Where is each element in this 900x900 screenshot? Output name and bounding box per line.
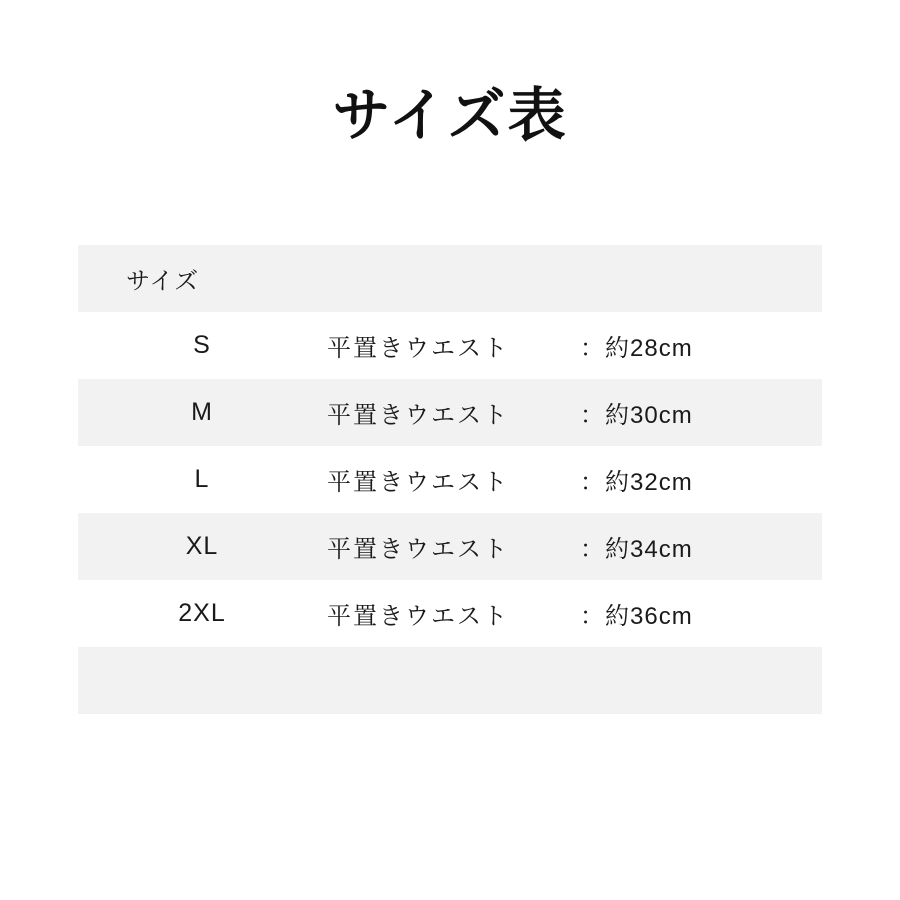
cell-measure-label: 平置きウエスト	[327, 536, 509, 563]
spacer-cell	[78, 647, 326, 714]
table-row	[78, 513, 822, 580]
cell-measure-value: ：約28cm	[580, 335, 693, 362]
page-title: サイズ表	[332, 83, 568, 148]
table-footer-spacer	[78, 647, 822, 714]
spacer-cell	[326, 647, 574, 714]
table-header-row	[78, 245, 822, 312]
table-header-label: サイズ	[126, 268, 200, 295]
table-row	[78, 580, 822, 647]
table-row	[78, 446, 822, 513]
cell-size: M	[191, 398, 213, 426]
spacer-cell	[574, 647, 822, 714]
cell-measure-label: 平置きウエスト	[327, 469, 509, 496]
cell-size: S	[193, 331, 211, 359]
cell-measure-label: 平置きウエスト	[327, 402, 509, 429]
cell-measure-label: 平置きウエスト	[327, 335, 509, 362]
cell-size: XL	[185, 532, 219, 560]
size-table	[78, 245, 822, 714]
cell-measure-value: ：約30cm	[580, 402, 693, 429]
cell-measure-value: ：約32cm	[580, 469, 693, 496]
table-row	[78, 379, 822, 446]
cell-measure-label: 平置きウエスト	[327, 603, 509, 630]
cell-size: 2XL	[178, 599, 226, 627]
cell-size: L	[194, 465, 210, 493]
cell-measure-value: ：約34cm	[580, 536, 693, 563]
cell-measure-value: ：約36cm	[580, 603, 693, 630]
table-row	[78, 312, 822, 379]
